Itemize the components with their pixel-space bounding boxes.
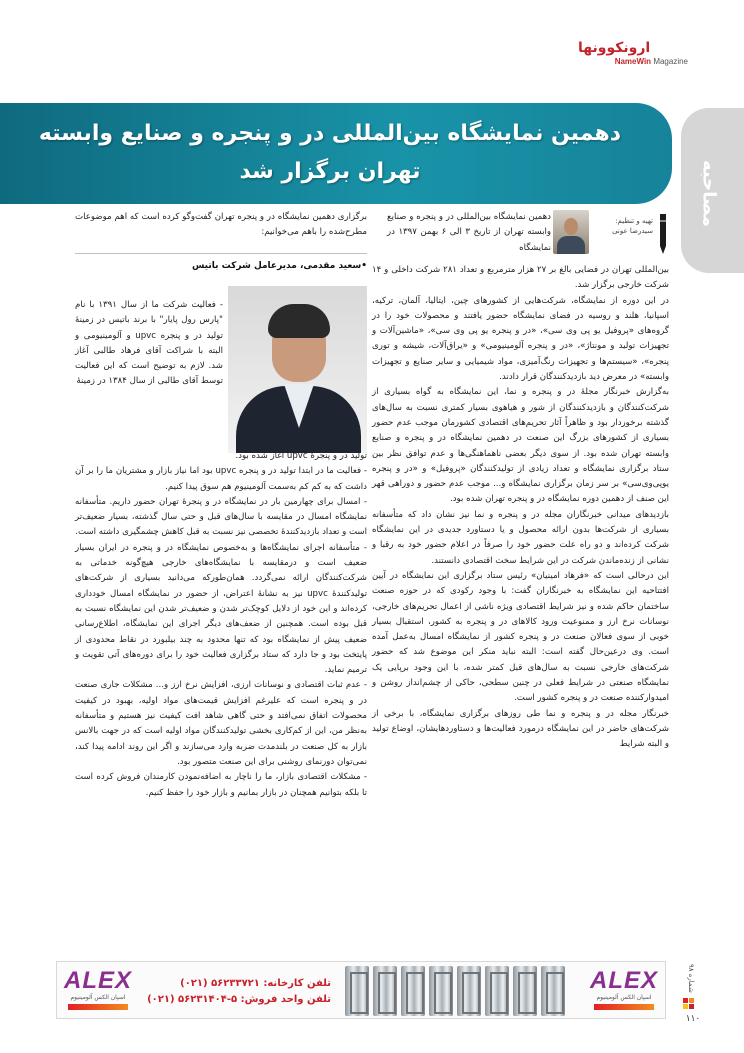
- alex-logo-right: ALEX اسپان الکس آلومینیوم: [589, 968, 659, 1014]
- paragraph: - متأسفانه اجرای نمایشگاه‌ها و به‌خصوص نمایشگاه در و پنجره در ایران بسیار ضعیف است و درمقایسه با نمایشگاه‌های خارجی هیچ‌گونه خدماتی به شرکت‌کنندگان ارائه نمی‌گردد. همان‌طورکه می‌دانید بسیاری از شرکت‌های تولیدکنندهٔ upvc نیز به نشانهٔ اعتراض، از حضور در نمایشگاه امسال خودداری کرده‌اند و این خود از دلایل کوچک‌تر شدن و ضعیف‌تر شدن این نمایشگاه نسبت به قبل بوده است. همچنین از ضعف‌های دیگر اجرای این نمایشگاه، اطلاع‌رسانی ضعیف پیش از نمایشگاه بود که تنها محدود به چند بیلبورد در نقاط محدودی از پایتخت بود و جا دارد که ستاد برگزاری فعالیت خود را برای دوره‌های آتی تقویت و ترمیم نماید.: [75, 542, 367, 676]
- paragraph: - عدم ثبات اقتصادی و نوسانات ارزی، افزایش نرخ ارز و... مشکلات جاری صنعت در و پنجره است که علیرغم افزایش قیمت‌های مواد اولیه، بهبود در کیفیت محصولات اتفاق نمی‌افتد و حتی گاهی شاهد افت کیفیت نیز هستیم و متأسفانه به‌نظر من، این از کم‌کاری بخشی تولیدکنندگان مواد اولیه است که در جهت بالانس بازار به کل صنعت در بلندمدت ضربه وارد می‌سازند و اگر این روند ادامه پیدا کند، نمی‌توان دورنمای روشنی برای این صنعت متصور بود.: [75, 680, 367, 767]
- section-tab: [681, 108, 744, 273]
- byline-label: تهیه و تنظیم:: [615, 217, 653, 225]
- title-line-1: دهمین نمایشگاه بین‌المللی در و پنجره و صنایع وابسته: [38, 121, 622, 146]
- byline-author: سیدرضا عونی: [612, 227, 653, 235]
- author-photo: [553, 210, 589, 254]
- section-tab-label: مصاحبه: [698, 159, 720, 227]
- paragraph: بازدیدهای میدانی خبرنگاران مجله در و پنجره و نما نیز نشان داد که متأسفانه بسیاری از شرکت‌ها بدون ارائه محصول و یا دستاورد جدیدی در این نمایشگاه شرکت کرده‌اند و دو راه علت حضور خود را صرفاً در اعلام حضور خود به رقبا و نشانی از زنده‌ماندن شرکت در این شرایط سخت اقتصادی دانستند.: [372, 509, 669, 566]
- ad-contact-info: [141, 976, 331, 1008]
- paragraph: تولید در و پنجرهٔ upvc آغاز شده بود.: [235, 451, 367, 461]
- speaker-heading: •سعید مقدمی، مدیرعامل شرکت باتیس: [191, 261, 367, 271]
- paragraph: در این دوره از نمایشگاه، شرکت‌هایی از کشورهای چین، ایتالیا، آلمان، ترکیه، اسپانیا، هلند و روسیه در فضای نمایشگاه حضور یافتند و محصولات خود را در گروه‌های «پروفیل یو پی وی سی»، «در و پنجره یو پی وی سی»، «ماشین‌آلات و تجهیزات تولید و مونتاژ»، «در و پنجره آلومینیومی» و «یراق‌آلات، شیشه و توری پنجره»، «سیستم‌ها و تجهیزات رنگ‌آمیزی، مواد شیمیایی و سایر صنایع و تجهیزات وابسته» در معرض دید بازدیدکنندگان قرار دادند.: [372, 295, 669, 383]
- paragraph: - امسال برای چهارمین بار در نمایشگاه در و پنجرهٔ تهران حضور داریم. متأسفانه نمایشگاه امسال در مقایسه با سال‌های قبل و حتی سال گذشته، بسیار ضعیف‌تر است و تعداد بازدیدکنندهٔ تخصصی نیز نسبت به قبل کاهش چشمگیری داشته است.: [75, 496, 367, 538]
- speaker-portrait: [228, 286, 367, 453]
- left-column: [75, 449, 367, 801]
- paragraph: این درحالی است که «فرهاد امینیان» رئیس ستاد برگزاری این نمایشگاه در آیین افتتاحیه این نمایشگاه به خبرنگاران گفت: با وجود رکودی که در حوزه صنعت ساختمان حاکم شده و نیز شرایط اقتصادی ویژه ناشی از اعمال تحریم‌های خارجی، نوسانات نرخ ارز و ممنوعیت ورود کالاهای در و پنجره به کشور، استقبال بسیار خوبی از سوی فعالان صنعت در و پنجره کشور از نمایشگاه امسال به‌عمل آمده است. وی درعین‌حال گفته است: البته نباید منکر این موضوع شد که حضور شرکت‌های خارجی نسبت به سال‌های قبل کمتر شده، با این وجود برپایی یک نمایشگاه صنعتی در شرایط فعلی در چنین سطحی، حاکی از چشم‌انداز روشن و امیدوارکننده صنعت در و پنجره کشور است.: [372, 570, 669, 704]
- paragraph: خبرنگار مجله در و پنجره و نما طی روزهای برگزاری نمایشگاه، با برخی از شرکت‌های حاضر در این نمایشگاه درمورد فعالیت‌ها و دستاوردهایشان، اوضاع تولید و البته شرایط: [372, 708, 669, 750]
- alex-logo-left: ALEX اسپان الکس آلومینیوم: [63, 968, 133, 1014]
- lead-paragraph: دهمین نمایشگاه بین‌المللی در و پنجره و صنایع وابسته تهران از تاریخ ۳ الی ۶ بهمن ۱۳۹۷ در نمایشگاه: [387, 212, 552, 253]
- page-number: ۱۱۰: [685, 1014, 701, 1024]
- logo-subtitle: NameWin Magazine: [614, 57, 688, 66]
- title-line-2: تهران برگزار شد: [239, 159, 421, 184]
- paragraph: - مشکلات اقتصادی بازار، ما را ناچار به اضافه‌نمودن کارمندان فروش کرده است تا بلکه بتوانیم همچنان در بازار بمانیم و بازار خود را حفظ کنیم.: [75, 772, 367, 798]
- page-marker: [681, 960, 705, 1034]
- pen-icon: [656, 212, 670, 256]
- factory-phone: تلفن کارخانه: ۵۶۲۳۳۷۲۱ (۰۲۱): [180, 978, 331, 989]
- magazine-logo: [578, 40, 688, 76]
- interview-intro: برگزاری دهمین نمایشگاه در و پنجره تهران گفت‌وگو کرده است که اهم موضوعات مطرح‌شده را باهم می‌خوانیم:: [75, 212, 367, 238]
- divider: [75, 253, 367, 254]
- issue-number: شماره ۹۸: [687, 963, 695, 993]
- sales-phone: تلفن واحد فروش: ۵-۵۶۲۳۱۴۰۴ (۰۲۱): [147, 994, 331, 1005]
- aluminum-profiles-image: [345, 966, 567, 1016]
- footer-advertisement: [56, 961, 666, 1019]
- title-banner: [0, 103, 672, 204]
- portrait-side-text: - فعالیت شرکت ما از سال ۱۳۹۱ با نام "پارس رول پایار" با برند باتیس در زمینهٔ تولید در و پنجره upvc و آلومینیومی و البته با شراکت آقای فرهاد طالبی آغاز شد. لازم به توضیح است که این فعالیت توسط آقای طالبی از سال ۱۳۸۴ در زمینهٔ: [75, 300, 224, 387]
- paragraph: - فعالیت ما در ابتدا تولید در و پنجره upvc بود اما نیاز بازار و مشتریان ما را بر آن داشت که به کم کم به‌سمت آلومینیوم هم سوق پیدا کنیم.: [75, 466, 368, 492]
- byline-meta: [593, 216, 653, 236]
- page-title: [20, 115, 640, 191]
- color-blocks-icon: [683, 998, 699, 1010]
- paragraph: بین‌المللی تهران در فضایی بالغ بر ۲۷ هزار مترمربع و تعداد ۲۸۱ شرکت داخلی و ۱۴ شرکت خارجی برگزار شد.: [372, 265, 669, 291]
- right-column: [372, 263, 669, 753]
- logo-title: ارونکوونها: [578, 40, 651, 56]
- paragraph: به‌گزارش خبرنگار مجلهٔ در و پنجره و نما، این نمایشگاه به گواه بسیاری از شرکت‌کنندگان و بازدیدکنندگان از شور و هیاهوی بسیار کمتری نسبت به سال‌های گذشته برخوردار بود و ظاهراً آثار تحریم‌های اقتصادی کشورمان موجب عدم حضور بسیاری از کشورهای بزرگ این صنعت در دهمین نمایشگاه در و پنجره و صنایع وابسته تهران شده بود. از سوی دیگر بعضی ناهماهنگی‌ها و عدم توافق نظر بین ستاد برگزاری نمایشگاه و تعداد زیادی از تولیدکنندگان «پروفیل» و «در و پنجره یوپی‌وی‌سی» بر سر زمان برگزاری نمایشگاه و... موجب عدم حضور و دوراهی قهر این صنف از دهمین دوره نمایشگاه در و پنجره تهران شده بود.: [372, 387, 669, 505]
- author-byline: [553, 210, 678, 266]
